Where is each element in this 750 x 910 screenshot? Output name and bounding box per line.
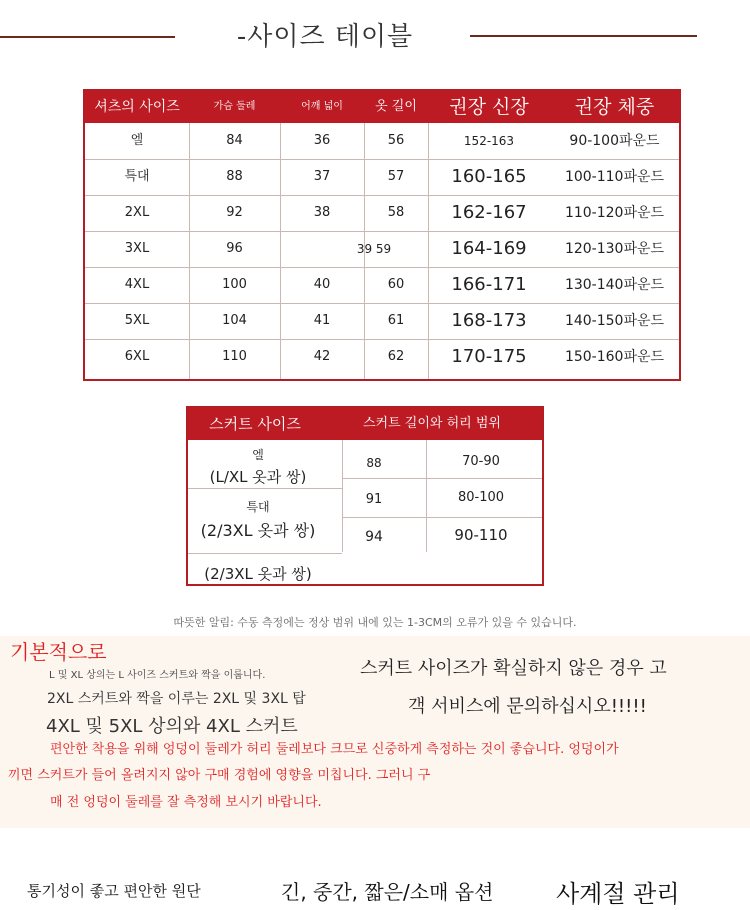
cell-length: 58 xyxy=(387,205,405,220)
shirt-size-table xyxy=(83,89,681,381)
table-row xyxy=(85,159,679,195)
title-rule-right xyxy=(470,35,697,37)
cell-chest: 92 xyxy=(226,205,243,220)
table-row xyxy=(85,195,679,231)
page-title: -사이즈 테이블 xyxy=(236,22,414,52)
info-line: 4XL 및 5XL 상의와 4XL 스커트 xyxy=(46,716,298,737)
cell-weight: 90-100파운드 xyxy=(569,133,660,149)
cell-weight: 130-140파운드 xyxy=(564,277,665,293)
skirt-waist: 70-90 xyxy=(462,454,500,469)
cell-shoulder: 41 xyxy=(313,313,331,328)
cell-size: 4XL xyxy=(124,277,150,292)
row-divider xyxy=(342,478,542,479)
header-rec-height: 권장 신장 xyxy=(449,96,529,118)
info-line: 2XL 스커트와 짝을 이루는 2XL 및 3XL 탑 xyxy=(47,691,306,707)
table-row xyxy=(85,231,679,267)
cell-chest: 84 xyxy=(226,133,243,148)
cell-length: 56 xyxy=(387,133,405,148)
info-line: L 및 XL 상의는 L 사이즈 스커트와 짝을 이룹니다. xyxy=(49,670,266,681)
header-chest: 가슴 둘레 xyxy=(213,101,256,112)
skirt-footer-note: (2/3XL 옷과 쌍) xyxy=(204,565,312,583)
cell-weight: 110-120파운드 xyxy=(564,205,665,221)
feature-sleeves: 긴, 중간, 짧은/소매 옵션 xyxy=(281,880,494,904)
skirt-size-table xyxy=(186,406,544,586)
cell-weight: 100-110파운드 xyxy=(564,169,665,185)
fit-warning: 편안한 착용을 위해 엉덩이 둘레가 허리 둘레보다 크므로 신중하게 측정하는 것이 좋습니다. 엉덩이가 xyxy=(50,742,619,757)
cell-size: 특대 xyxy=(124,169,150,184)
skirt-length: 94 xyxy=(365,529,383,545)
skirt-size-label: 특대 xyxy=(246,500,270,514)
cell-shoulder: 40 xyxy=(313,277,331,292)
cell-size: 3XL xyxy=(124,241,150,256)
shirt-table-header xyxy=(85,91,679,123)
cell-height: 170-175 xyxy=(451,346,527,367)
skirt-size-note: (2/3XL 옷과 쌍) xyxy=(200,521,316,540)
cell-shoulder-length: 39 59 xyxy=(356,242,392,256)
cell-length: 57 xyxy=(387,169,405,184)
info-heading: 기본적으로 xyxy=(10,640,107,664)
fit-warning: 매 전 엉덩이 둘레를 잘 측정해 보시기 바랍니다. xyxy=(50,795,322,810)
cell-weight: 140-150파운드 xyxy=(564,313,665,329)
skirt-size-label: 엘 xyxy=(252,448,264,462)
table-row xyxy=(85,303,679,339)
cell-chest: 100 xyxy=(222,277,247,292)
cell-size: 5XL xyxy=(124,313,150,328)
row-divider xyxy=(188,553,342,554)
matching-info-box xyxy=(0,636,750,828)
header-rec-weight: 권장 체중 xyxy=(574,96,655,118)
table-row xyxy=(85,123,679,159)
fit-warning: 끼면 스커트가 들어 올려지지 않아 구매 경험에 영향을 미칩니다. 그러니 구 xyxy=(8,768,431,783)
cell-height: 168-173 xyxy=(451,310,527,331)
header-skirt-length-waist: 스커트 길이와 허리 범위 xyxy=(363,416,501,431)
cell-length: 62 xyxy=(387,349,405,364)
cell-size: 2XL xyxy=(124,205,150,220)
cell-length: 61 xyxy=(387,313,405,328)
cell-size: 엘 xyxy=(130,133,144,148)
skirt-length: 91 xyxy=(365,492,383,507)
row-divider xyxy=(188,488,342,489)
cell-weight: 120-130파운드 xyxy=(564,241,665,257)
skirt-waist: 80-100 xyxy=(457,490,505,505)
feature-season: 사계절 관리 xyxy=(556,880,680,908)
header-shoulder: 어깨 넓이 xyxy=(301,101,343,112)
cell-height: 164-169 xyxy=(451,238,527,259)
measurement-notice: 따뜻한 알림: 수동 측정에는 정상 범위 내에 있는 1-3CM의 오류가 있을 수 있습니다. xyxy=(173,616,577,629)
skirt-waist: 90-110 xyxy=(454,526,508,544)
cell-height: 160-165 xyxy=(451,166,527,187)
skirt-length: 88 xyxy=(366,456,382,470)
cell-chest: 110 xyxy=(222,349,247,364)
table-row xyxy=(85,339,679,375)
header-shirt-size: 셔츠의 사이즈 xyxy=(94,99,180,115)
header-skirt-size: 스커트 사이즈 xyxy=(209,415,301,433)
cell-length: 60 xyxy=(387,277,405,292)
cell-shoulder: 42 xyxy=(313,349,331,364)
cell-height: 166-171 xyxy=(451,274,527,295)
cell-size: 6XL xyxy=(124,349,150,364)
cell-chest: 88 xyxy=(226,169,243,184)
contact-text: 객 서비스에 문의하십시오!!!!! xyxy=(408,696,647,717)
feature-fabric: 통기성이 좋고 편안한 원단 xyxy=(27,882,201,900)
cell-height: 162-167 xyxy=(451,202,527,223)
contact-text: 스커트 사이즈가 확실하지 않은 경우 고 xyxy=(360,658,667,679)
cell-height: 152-163 xyxy=(463,134,515,148)
cell-chest: 96 xyxy=(226,241,243,256)
cell-shoulder: 38 xyxy=(313,205,331,220)
skirt-table-header xyxy=(188,408,542,440)
table-row xyxy=(85,267,679,303)
cell-shoulder: 36 xyxy=(313,133,331,148)
cell-chest: 104 xyxy=(222,313,247,328)
header-length: 옷 길이 xyxy=(375,99,417,114)
skirt-size-note: (L/XL 옷과 쌍) xyxy=(209,468,307,486)
cell-weight: 150-160파운드 xyxy=(564,349,665,365)
row-divider xyxy=(342,517,542,518)
cell-shoulder: 37 xyxy=(313,169,331,184)
